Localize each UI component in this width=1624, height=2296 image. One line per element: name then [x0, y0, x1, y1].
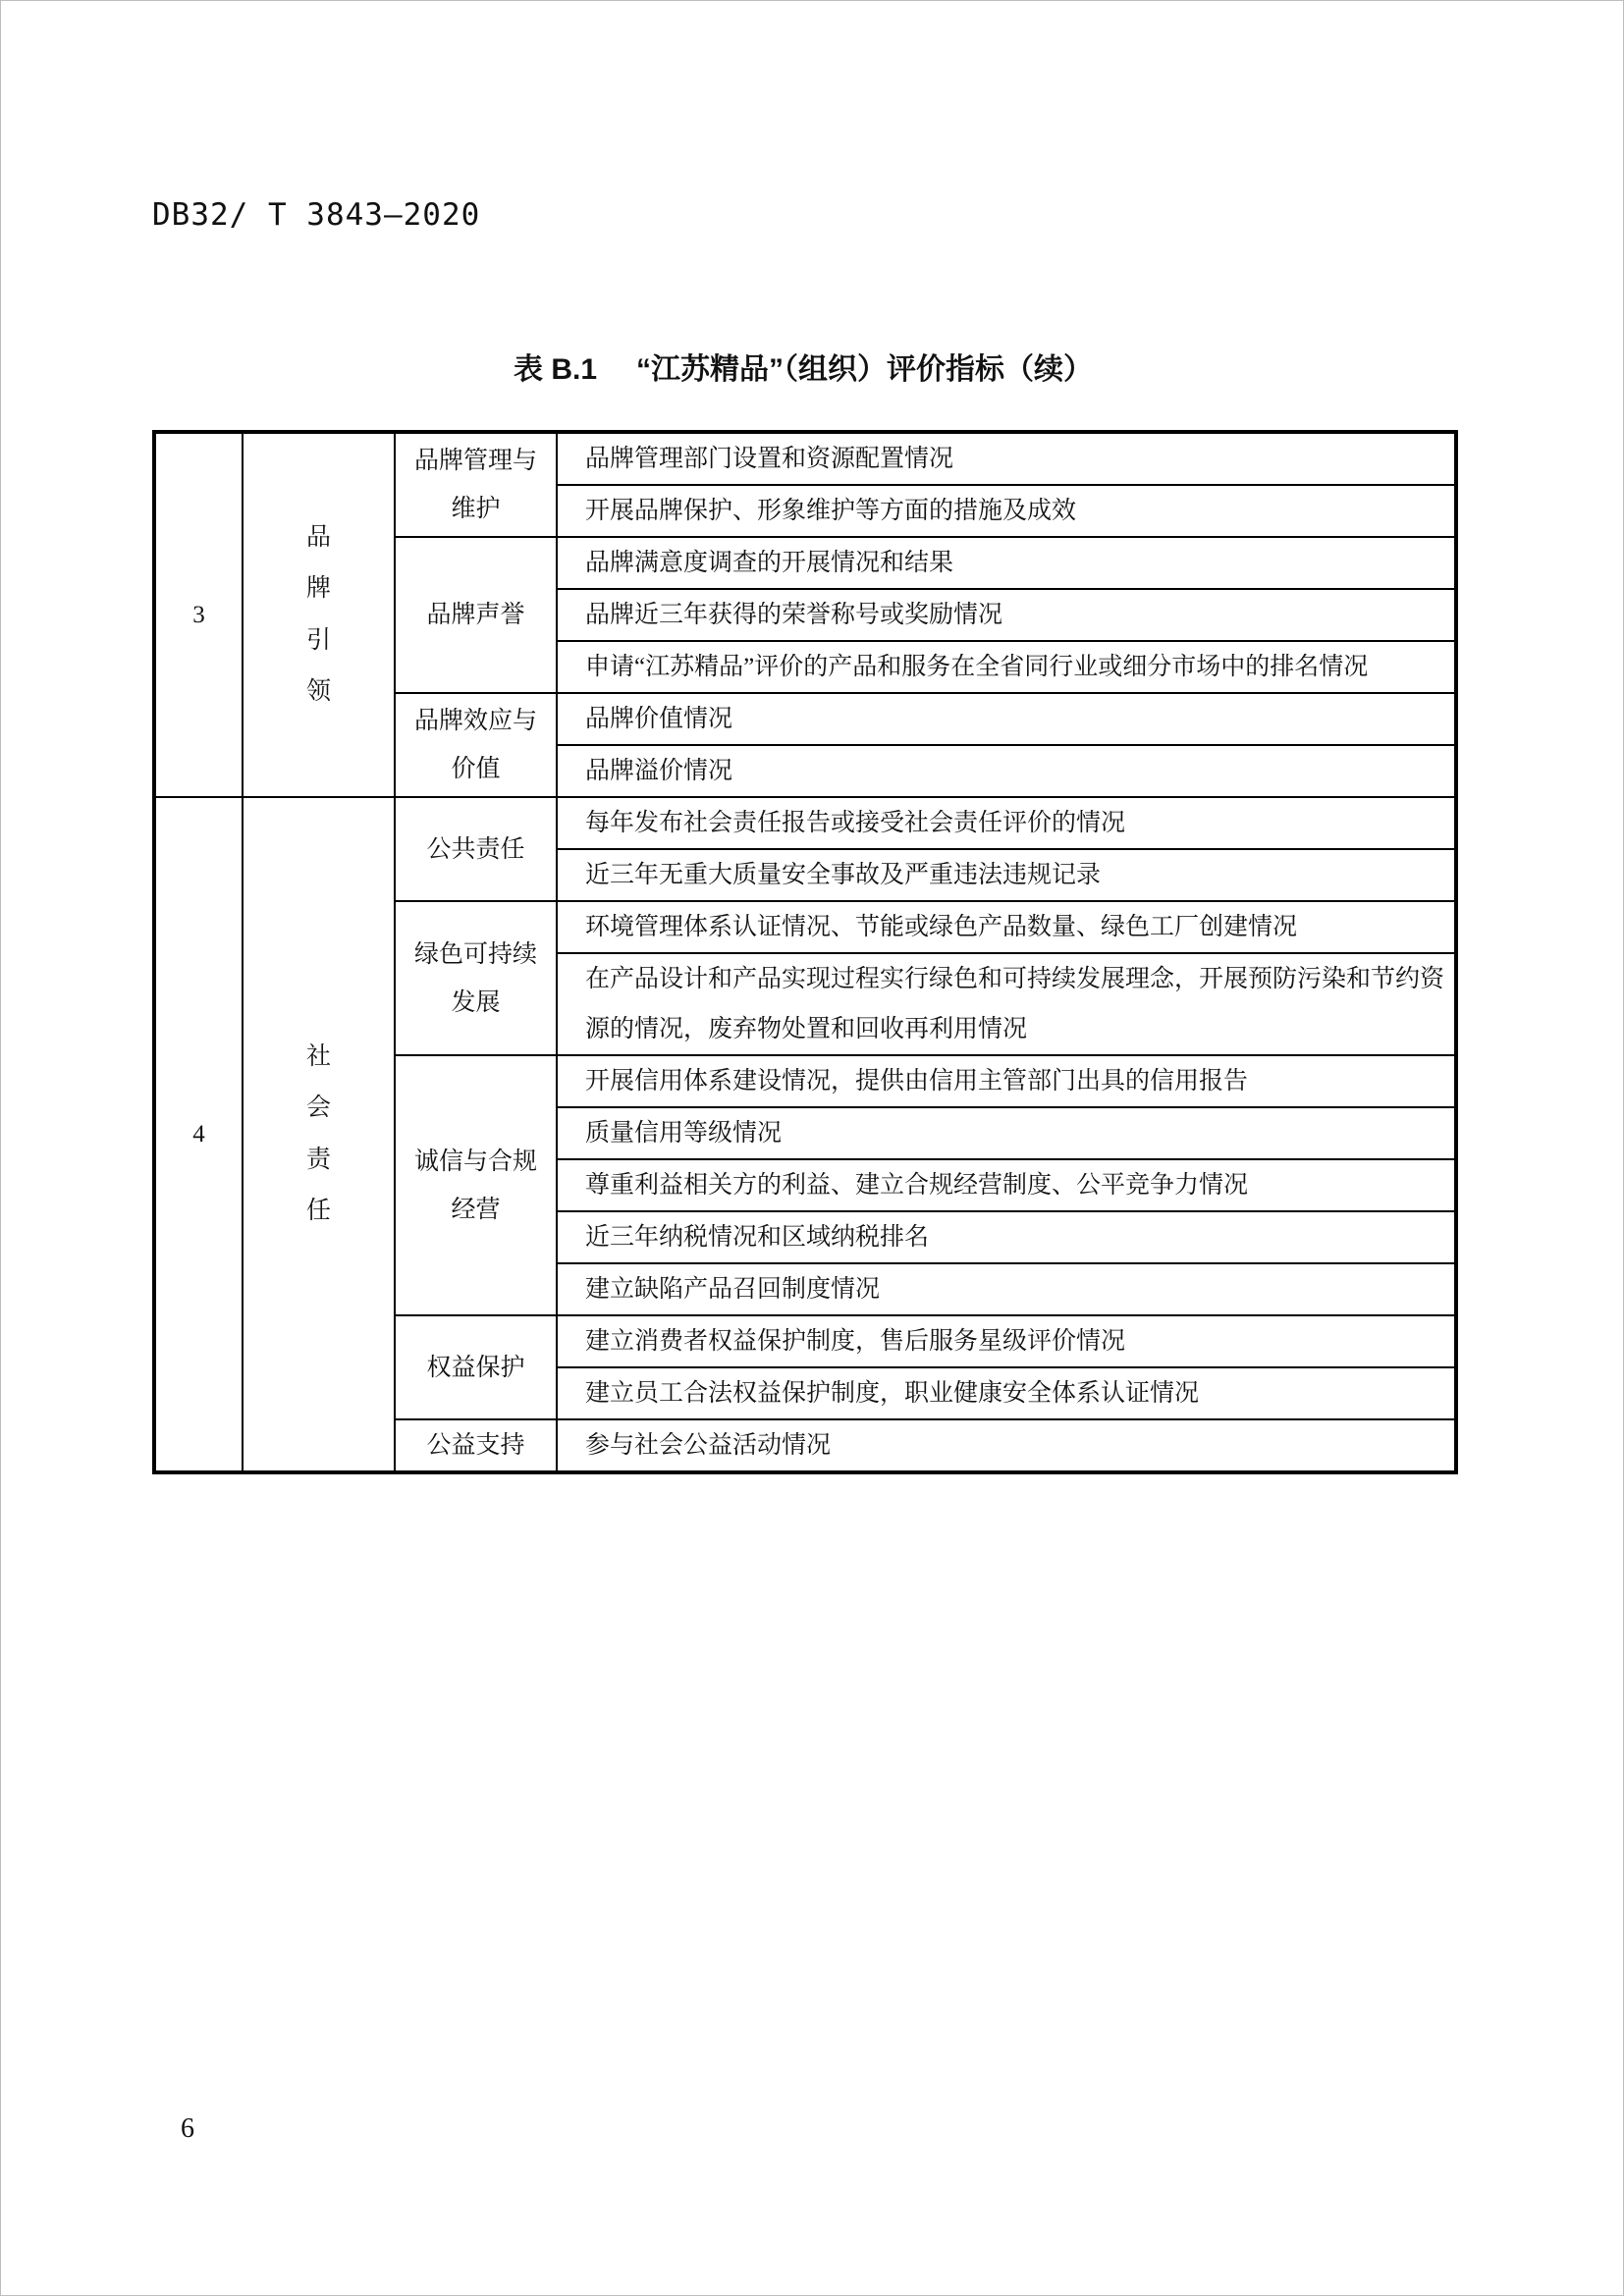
primary-category-vertical-text: 品牌引领 — [306, 523, 332, 705]
table-title — [152, 345, 1454, 388]
secondary-category-cell: 品牌声誉 — [395, 537, 557, 693]
indicator-cell: 建立缺陷产品召回制度情况 — [557, 1263, 1456, 1315]
indicator-cell: 申请“江苏精品”评价的产品和服务在全省同行业或细分市场中的排名情况 — [557, 641, 1456, 693]
secondary-category-cell: 权益保护 — [395, 1315, 557, 1419]
primary-category-cell — [243, 432, 395, 797]
table-row — [154, 432, 1456, 485]
indicator-cell: 建立员工合法权益保护制度，职业健康安全体系认证情况 — [557, 1367, 1456, 1419]
table-row — [154, 797, 1456, 849]
evaluation-indicators-table — [152, 430, 1458, 1474]
indicator-cell: 开展信用体系建设情况，提供由信用主管部门出具的信用报告 — [557, 1055, 1456, 1107]
secondary-category-cell: 公益支持 — [395, 1419, 557, 1472]
primary-category-cell — [243, 797, 395, 1472]
indicator-cell: 质量信用等级情况 — [557, 1107, 1456, 1159]
indicator-cell: 近三年纳税情况和区域纳税排名 — [557, 1211, 1456, 1263]
indicator-cell: 每年发布社会责任报告或接受社会责任评价的情况 — [557, 797, 1456, 849]
indicator-cell: 品牌管理部门设置和资源配置情况 — [557, 432, 1456, 485]
secondary-category-cell: 公共责任 — [395, 797, 557, 901]
secondary-category-cell: 诚信与合规经营 — [395, 1055, 557, 1315]
indicator-cell: 品牌满意度调查的开展情况和结果 — [557, 537, 1456, 589]
indicator-cell: 品牌近三年获得的荣誉称号或奖励情况 — [557, 589, 1456, 641]
indicator-cell: 环境管理体系认证情况、节能或绿色产品数量、绿色工厂创建情况 — [557, 901, 1456, 953]
indicator-cell: 开展品牌保护、形象维护等方面的措施及成效 — [557, 485, 1456, 537]
secondary-category-cell: 品牌管理与维护 — [395, 432, 557, 537]
indicator-cell: 在产品设计和产品实现过程实行绿色和可持续发展理念，开展预防污染和节约资源的情况，废弃物处置和回收再利用情况 — [557, 953, 1456, 1055]
secondary-category-cell: 品牌效应与价值 — [395, 693, 557, 797]
table-title-prefix: 表 B.1 — [513, 353, 598, 386]
indicator-cell: 品牌溢价情况 — [557, 745, 1456, 797]
serial-number-cell: 4 — [154, 797, 243, 1472]
indicator-cell: 近三年无重大质量安全事故及严重违法违规记录 — [557, 849, 1456, 901]
page-number: 6 — [181, 2113, 194, 2144]
serial-number-cell: 3 — [154, 432, 243, 797]
standard-code-header: DB32/ T 3843—2020 — [152, 197, 481, 233]
primary-category-vertical-text: 社会责任 — [306, 1042, 332, 1224]
indicator-cell: 尊重利益相关方的利益、建立合规经营制度、公平竞争力情况 — [557, 1159, 1456, 1211]
indicator-cell: 参与社会公益活动情况 — [557, 1419, 1456, 1472]
indicator-cell: 品牌价值情况 — [557, 693, 1456, 745]
indicator-cell: 建立消费者权益保护制度，售后服务星级评价情况 — [557, 1315, 1456, 1367]
table-title-text: “江苏精品”（组织）评价指标（续） — [636, 353, 1094, 386]
secondary-category-cell: 绿色可持续发展 — [395, 901, 557, 1055]
